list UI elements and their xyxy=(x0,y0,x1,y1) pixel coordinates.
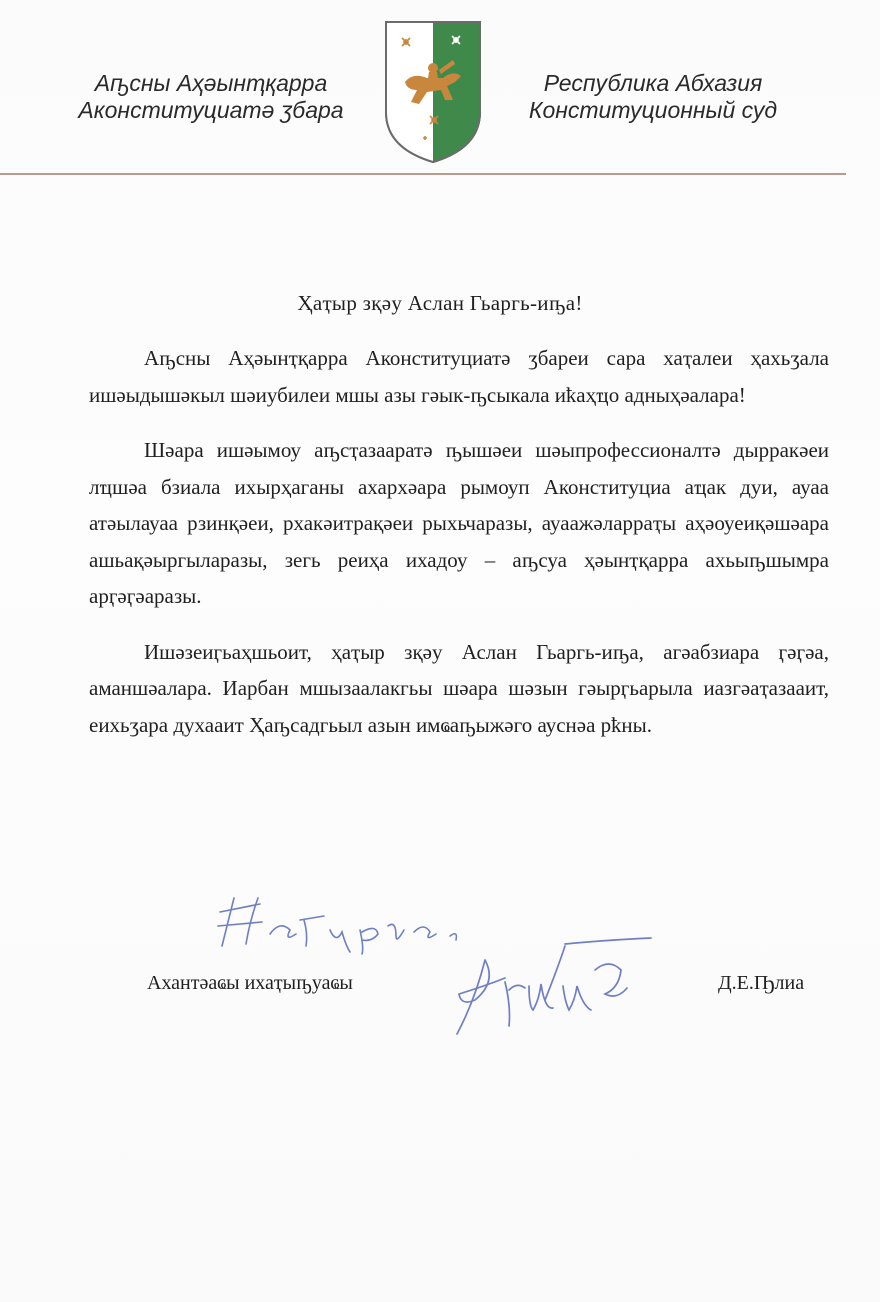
letter-body xyxy=(89,340,829,762)
header-right-line1: Республика Абхазия xyxy=(543,70,763,96)
letter-paragraph-1: Аҧсны Аҳәынҭқарра Аконституциатә ӡбареи сара хаҭалеи ҳахьӡала ишәыдышәкыл шәиубилеи мшы азы гәык-ҧсыкала иҟаҳҵо адныҳәалара! xyxy=(89,346,829,407)
header-divider xyxy=(0,173,846,175)
handwritten-signature xyxy=(445,930,665,1050)
letter-greeting: Ҳаҭыр зқәу Аслан Гьаргь-иҧа! xyxy=(297,291,583,315)
header-right-line2: Конституционный суд xyxy=(528,97,778,123)
header-left-line1: Аҧсны Аҳәынҭқарра xyxy=(94,70,328,96)
header-left-block xyxy=(66,70,356,124)
signatory-title: Ахантәаҩы ихаҭыҧуаҩы xyxy=(147,972,353,994)
letter-paragraph-2: Шәара ишәымоу аҧсҭазааратә ҧышәеи шәыпрофессионалтә дырракәеи лҵшәа бзиала ихырҳаганы ахархәара рымоуп Аконституциа аҵак дуи, ауаа атәылауаа рзинқәеи, рхакәитрақәеи рыхьчаразы, ауаажәларраҭы аҳәоуеиқәшәара ашьақәыргыларазы, зегь реиҳа ихадоу – аҧсуа ҳәынҭқарра ахьыҧшымра арӷәӷәаразы. xyxy=(89,438,829,608)
signatory-name: Д.Е.Ҧлиа xyxy=(718,972,805,994)
header-left-line2: Аконституциатә ӡбара xyxy=(78,97,344,123)
coat-of-arms-abkhazia-icon xyxy=(383,20,483,164)
header-right-block xyxy=(518,70,788,124)
letter-paragraph-3: Ишәзеиӷьаҳшьоит, ҳаҭыр зқәу Аслан Гьаргь-иҧа, агәабзиара ӷәӷәа, аманшәалара. Иарбан мшызаалакгьы шәара шәзын гәырӷьарыла иазгәаҭазааит, еихьӡара духааит Ҳаҧсадгьыл азын имҩаҧыжәго ауснәа рҟны. xyxy=(89,639,829,737)
